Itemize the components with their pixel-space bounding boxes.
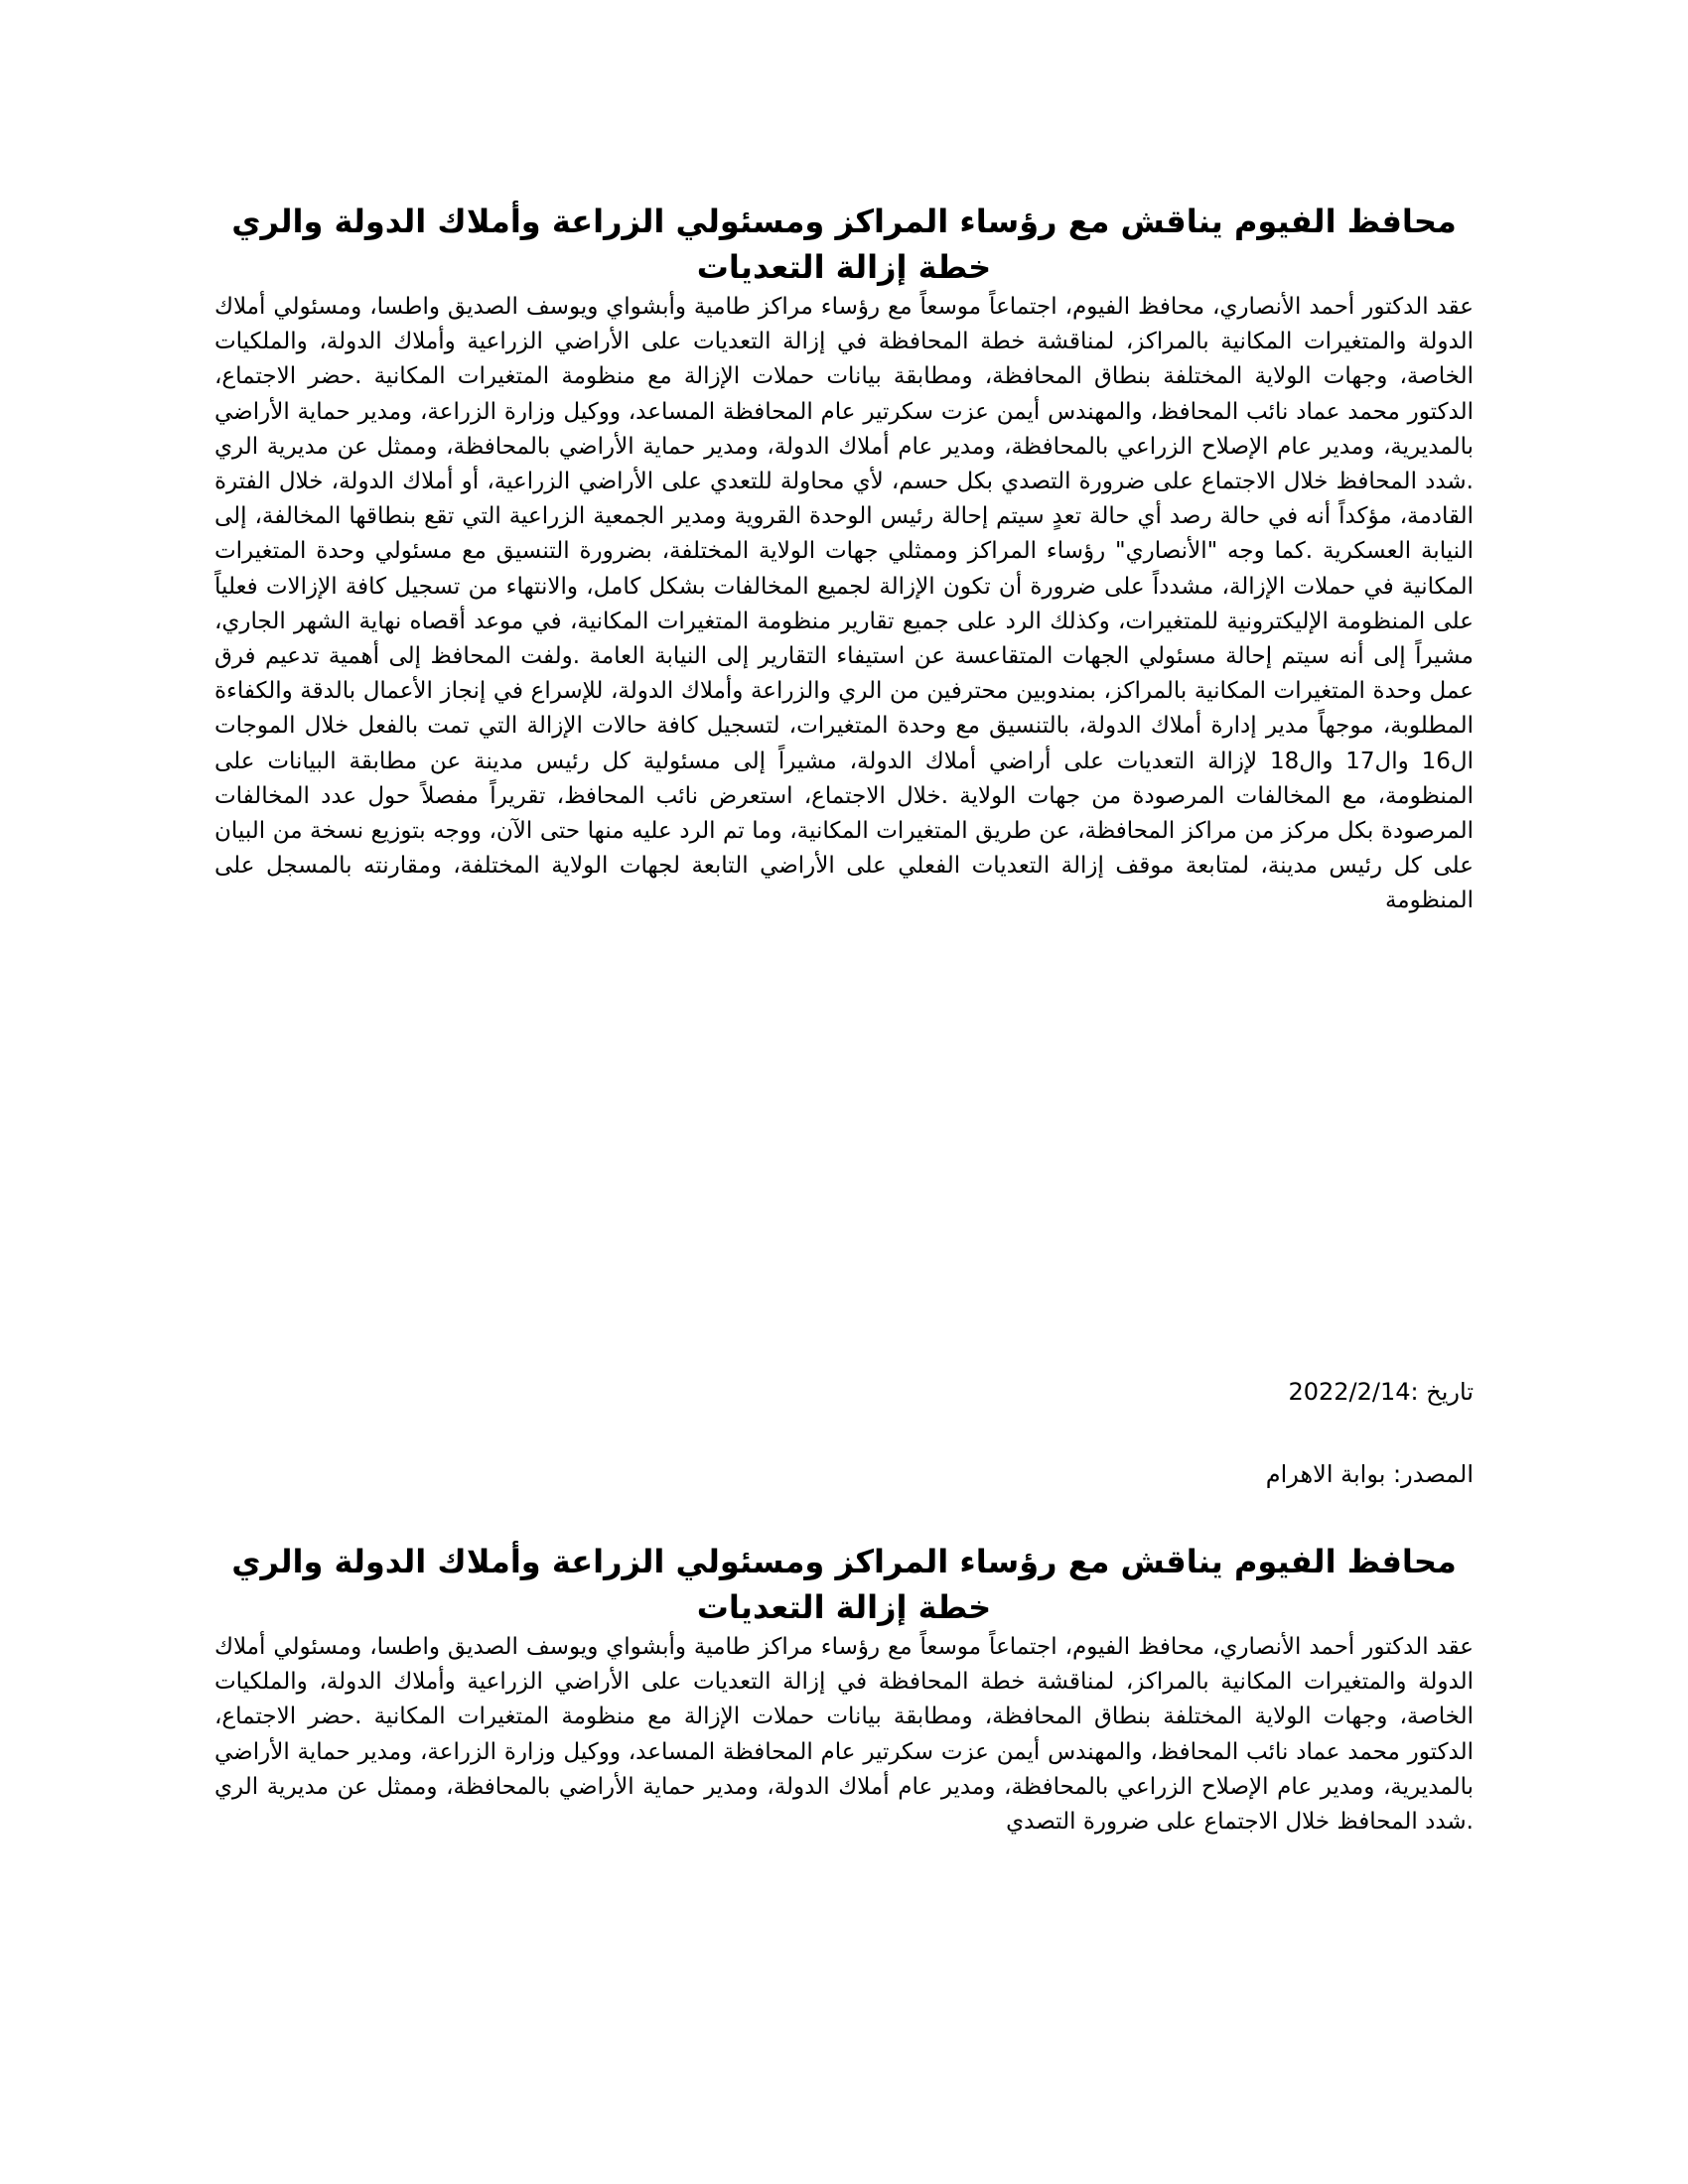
news-article	[214, 199, 1474, 919]
article-date: تاريخ :2022/2/14	[1288, 1378, 1474, 1406]
article-headline: محافظ الفيوم يناقش مع رؤساء المراكز ومسئولي الزراعة وأملاك الدولة والري خطة إزالة التعديات	[231, 1543, 1457, 1626]
article-body: عقد الدكتور أحمد الأنصاري، محافظ الفيوم، اجتماعاً موسعاً مع رؤساء مراكز طامية وأبشواي ويوسف الصديق واطسا، ومسئولي أملاك الدولة والمتغيرات المكانية بالمراكز، لمناقشة خطة المحافظة في إزالة التعديات على الأراضي الزراعية وأملاك الدولة، والملكيات الخاصة، وجهات الولاية المختلفة بنطاق المحافظة، ومطابقة بيانات حملات الإزالة مع منظومة المتغيرات المكانية .حضر الاجتماع، الدكتور محمد عماد نائب المحافظ، والمهندس أيمن عزت سكرتير عام المحافظة المساعد، ووكيل وزارة الزراعة، ومدير حماية الأراضي بالمديرية، ومدير عام الإصلاح الزراعي بالمحافظة، ومدير عام أملاك الدولة، ومدير حماية الأراضي بالمحافظة، وممثل عن مديرية الري .شدد المحافظ خلال الاجتماع على ضرورة التصدي بكل حسم، لأي محاولة للتعدي على الأراضي الزراعية، أو أملاك الدولة، خلال الفترة القادمة، مؤكداً أنه في حالة رصد أي حالة تعدٍ سيتم إحالة رئيس الوحدة القروية ومدير الجمعية الزراعية التي تقع بنطاقها المخالفة، إلى النيابة العسكرية .كما وجه "الأنصاري" رؤساء المراكز وممثلي جهات الولاية المختلفة، بضرورة التنسيق مع مسئولي وحدة المتغيرات المكانية في حملات الإزالة، مشدداً على ضرورة أن تكون الإزالة لجميع المخالفات بشكل كامل، والانتهاء من تسجيل كافة الإزالات فعلياً على المنظومة الإليكترونية للمتغيرات، وكذلك الرد على جميع تقارير منظومة المتغيرات المكانية، في موعد أقصاه نهاية الشهر الجاري، مشيراً إلى أنه سيتم إحالة مسئولي الجهات المتقاعسة عن استيفاء التقارير إلى النيابة العامة .ولفت المحافظ إلى أهمية تدعيم فرق عمل وحدة المتغيرات المكانية بالمراكز، بمندوبين محترفين من الري والزراعة وأملاك الدولة، للإسراع في إنجاز الأعمال بالدقة والكفاءة المطلوبة، موجهاً مدير إدارة أملاك الدولة، بالتنسيق مع وحدة المتغيرات، لتسجيل كافة حالات الإزالة التي تمت بالفعل خلال الموجات ال16 وال17 وال18 لإزالة التعديات على أراضي أملاك الدولة، مشيراً إلى مسئولية كل رئيس مدينة عن مطابقة البيانات على المنظومة، مع المخالفات المرصودة من جهات الولاية .خلال الاجتماع، استعرض نائب المحافظ، تقريراً مفصلاً حول عدد المخالفات المرصودة بكل مركز من مراكز المحافظة، عن طريق المتغيرات المكانية، وما تم الرد عليه منها حتى الآن، ووجه بتوزيع نسخة من البيان على كل رئيس مدينة، لمتابعة موقف إزالة التعديات الفعلي على الأراضي التابعة لجهات الولاية المختلفة، ومقارنته بالمسجل على المنظومة	[214, 294, 1474, 914]
article-headline: محافظ الفيوم يناقش مع رؤساء المراكز ومسئولي الزراعة وأملاك الدولة والري خطة إزالة التعديات	[231, 203, 1457, 286]
article-source: المصدر: بوابة الاهرام	[1265, 1460, 1474, 1488]
article-body: عقد الدكتور أحمد الأنصاري، محافظ الفيوم، اجتماعاً موسعاً مع رؤساء مراكز طامية وأبشواي ويوسف الصديق واطسا، ومسئولي أملاك الدولة والمتغيرات المكانية بالمراكز، لمناقشة خطة المحافظة في إزالة التعديات على الأراضي الزراعية وأملاك الدولة، والملكيات الخاصة، وجهات الولاية المختلفة بنطاق المحافظة، ومطابقة بيانات حملات الإزالة مع منظومة المتغيرات المكانية .حضر الاجتماع، الدكتور محمد عماد نائب المحافظ، والمهندس أيمن عزت سكرتير عام المحافظة المساعد، ووكيل وزارة الزراعة، ومدير حماية الأراضي بالمديرية، ومدير عام الإصلاح الزراعي بالمحافظة، ومدير عام أملاك الدولة، ومدير حماية الأراضي بالمحافظة، وممثل عن مديرية الري .شدد المحافظ خلال الاجتماع على ضرورة التصدي	[214, 1634, 1474, 1836]
news-article-repeat	[214, 1539, 1474, 1979]
